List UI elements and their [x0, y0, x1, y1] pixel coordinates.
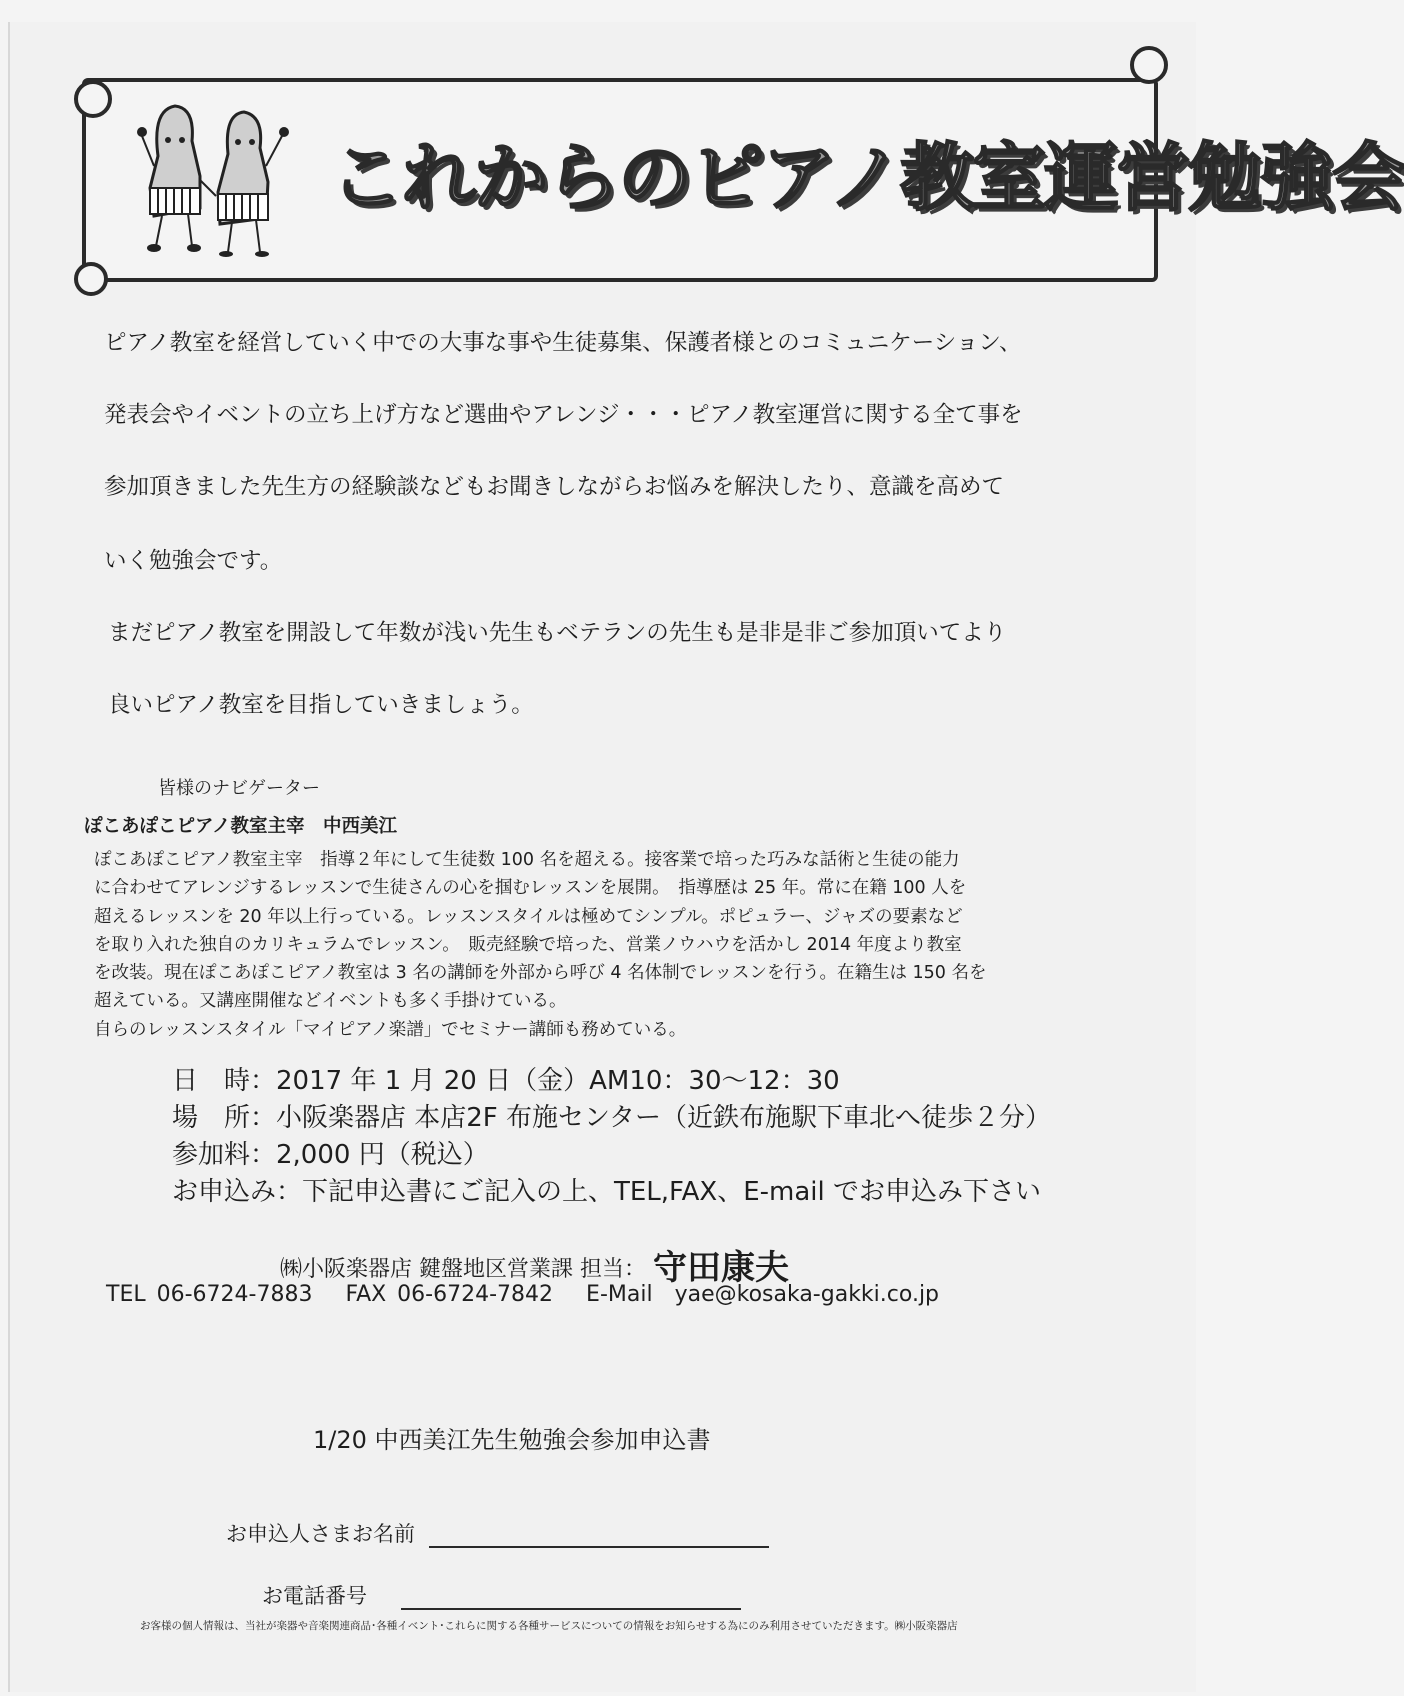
contact-org: ㈱小阪楽器店 鍵盤地区営業課 担当：: [280, 1257, 646, 1282]
bio-line: 超えるレッスンを 20 年以上行っている。レッスンスタイルは極めてシンプル。ポピュラー、ジャズの要素など: [94, 906, 963, 927]
piano-mascots-illustration: [140, 96, 305, 256]
event-apply: お申込み：下記申込書にご記入の上、TEL,FAX、E-mail でお申込み下さい: [172, 1177, 1042, 1207]
event-datetime: 日 時：2017 年 1 月 20 日（金）AM10：30～12：30: [172, 1066, 840, 1096]
contact-email: yae@kosaka-gakki.co.jp: [674, 1282, 940, 1307]
contact-email-label: E-Mail: [586, 1282, 653, 1307]
name-field-line[interactable]: [429, 1524, 769, 1548]
contact-person: 守田康夫: [653, 1248, 789, 1288]
intro-line: 良いピアノ教室を目指していきましょう。: [108, 692, 534, 718]
page-title: これからのピアノ教室運営勉強会: [330, 135, 1404, 221]
event-details: [172, 1063, 1051, 1211]
intro-line: 発表会やイベントの立ち上げ方など選曲やアレンジ・・・ピアノ教室運営に関する全て事を: [104, 402, 1023, 428]
scroll-curl-top-right: [1130, 46, 1168, 84]
contact-fax: FAX 06-6724-7842: [345, 1282, 554, 1307]
bio-line: 自らのレッスンスタイル「マイピアノ楽譜」でセミナー講師も務めている。: [94, 1019, 687, 1040]
bio-line: 超えている。又講座開催などイベントも多く手掛けている。: [94, 991, 567, 1012]
navigator-bio: [94, 846, 1174, 1044]
phone-field-line[interactable]: [401, 1586, 741, 1610]
contact-numbers-line: [106, 1282, 961, 1307]
intro-line: 参加頂きました先生方の経験談などもお聞きしながらお悩みを解決したり、意識を高めて: [104, 474, 1005, 500]
scroll-curl-bottom-left: [74, 262, 108, 296]
form-row-name: [226, 1518, 769, 1548]
bio-line: を改装。現在ぽこあぽこピアノ教室は 3 名の講師を外部から呼び 4 名体制でレッスンを行う。在籍生は 150 名を: [94, 963, 987, 984]
intro-line: いく勉強会です。: [104, 548, 283, 574]
form-title: 1/20 中西美江先生勉強会参加申込書: [313, 1426, 711, 1454]
event-venue: 場 所：小阪楽器店 本店2F 布施センター（近鉄布施駅下車北へ徒歩２分）: [172, 1103, 1051, 1133]
navigator-name: ぽこあぽこピアノ教室主宰 中西美江: [84, 816, 398, 837]
scroll-curl-top-left: [74, 80, 112, 118]
contact-tel: TEL 06-6724-7883: [106, 1282, 313, 1307]
privacy-notice: お客様の個人情報は、当社が楽器や音楽関連商品･各種イベント･これらに関する各種サービスについての情報をお知らせする為にのみ利用させていただきます。㈱小阪楽器店: [140, 1620, 958, 1632]
intro-line: ピアノ教室を経営していく中での大事な事や生徒募集、保護者様とのコミュニケーション、: [104, 330, 1022, 356]
bio-line: に合わせてアレンジするレッスンで生徒さんの心を掴むレッスンを展開。 指導歴は 25 年。常に在籍 100 人を: [94, 878, 967, 899]
event-fee: 参加料：2,000 円（税込）: [172, 1140, 489, 1170]
name-field-label: お申込人さまお名前: [226, 1522, 415, 1546]
bio-line: を取り入れた独自のカリキュラムでレッスン。 販売経験で培った、営業ノウハウを活かし 2014 年度より教室: [94, 934, 962, 955]
phone-field-label: お電話番号: [262, 1584, 367, 1608]
form-row-phone: [262, 1580, 741, 1610]
intro-line: まだピアノ教室を開設して年数が浅い先生もベテランの先生も是非是非ご参加頂いてより: [108, 620, 1007, 646]
navigator-label: 皆様のナビゲーター: [158, 778, 320, 799]
bio-line: ぽこあぽこピアノ教室主宰 指導２年にして生徒数 100 名を超える。接客業で培った巧みな話術と生徒の能力: [94, 850, 960, 870]
